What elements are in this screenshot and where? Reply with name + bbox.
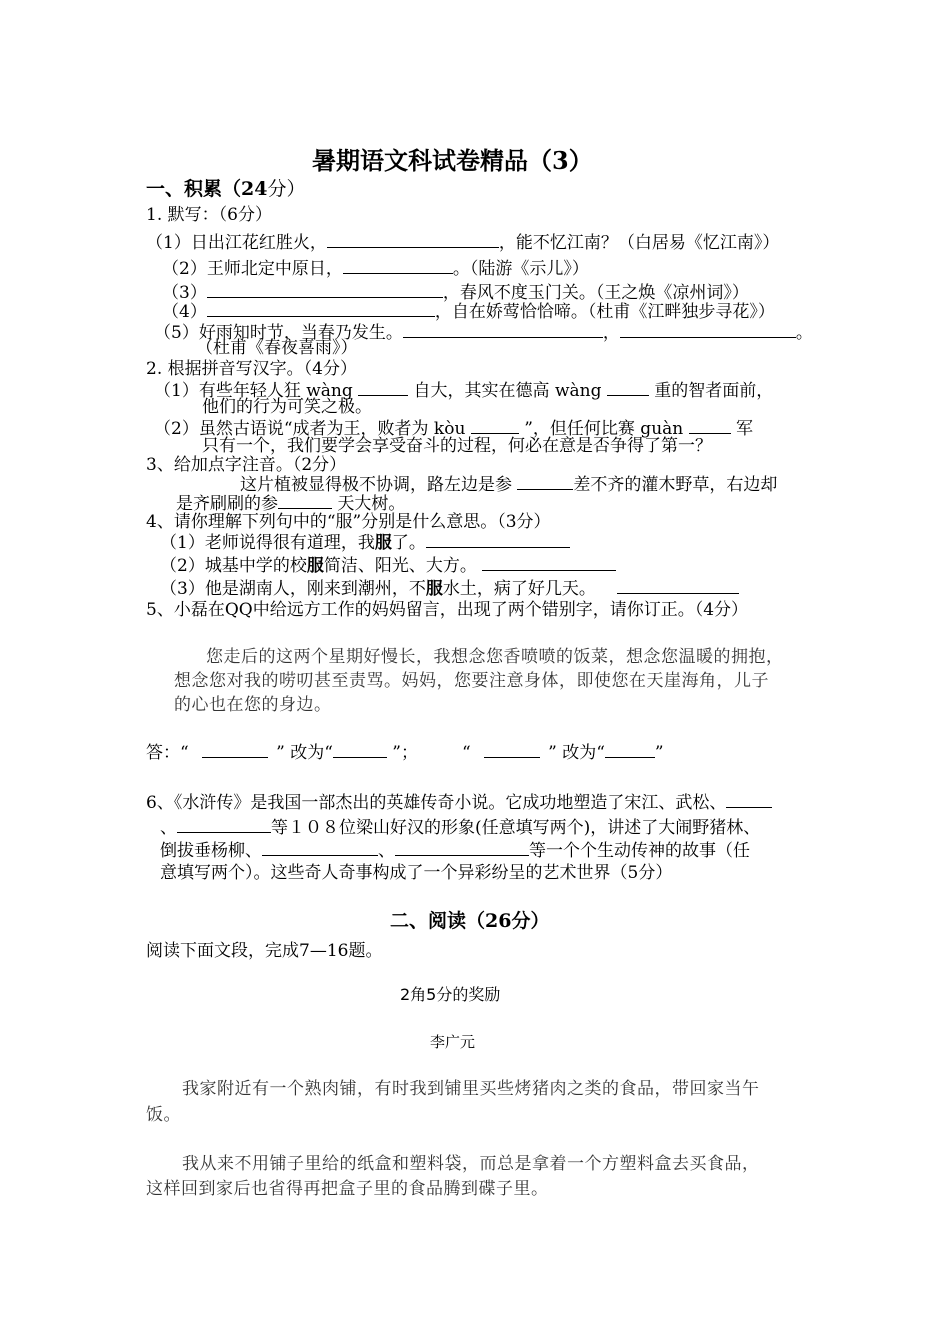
message-text-2: 想念您对我的唠叨甚至责骂。妈妈，您要注意身体，即使您在天崖海角，儿子: [174, 671, 769, 691]
q4-line-2: （2）城基中学的校服简洁、阳光、大方。: [160, 553, 616, 577]
blank[interactable]: [207, 280, 443, 298]
q5-answer-line: 答：“ ” 改为“ ”； “ ” 改为“ ”: [146, 740, 664, 764]
blank[interactable]: [343, 256, 453, 274]
q3-line-1: 这片植被显得极不协调，路左边是参 差不齐的灌木野草，右边却: [240, 472, 777, 496]
blank[interactable]: [333, 740, 387, 758]
q1-line-6: （杜甫《春夜喜雨》）: [196, 338, 358, 358]
q2-line-1: （1）有些年轻人狂 wàng 自大，其实在德高 wàng 重的智者面前，: [154, 378, 773, 402]
answer-line[interactable]: [426, 530, 570, 548]
blank[interactable]: [395, 838, 529, 856]
blank[interactable]: [403, 320, 603, 338]
reading-intro: 阅读下面文段，完成7—16题。: [146, 941, 383, 961]
q4-label: 4、请你理解下列句中的“服”分别是什么意思。（3分）: [146, 512, 551, 532]
blank[interactable]: [607, 378, 649, 396]
blank[interactable]: [327, 230, 499, 248]
q5-label: 5、小磊在QQ中给远方工作的妈妈留言，出现了两个错别字，请你订正。（4分）: [146, 600, 749, 620]
q3-line-2: 是齐刷刷的参 天大树。: [176, 491, 405, 515]
blank[interactable]: [726, 790, 772, 808]
blank[interactable]: [620, 320, 796, 338]
blank[interactable]: [202, 740, 268, 758]
page-title: 暑期语文科试卷精品（3）: [312, 146, 593, 175]
story-paragraph-2-line-1: 我从来不用铺子里给的纸盒和塑料袋，而总是拿着一个方塑料盒去买食品，: [182, 1154, 760, 1174]
q4-line-1: （1）老师说得很有道理，我服了。: [160, 530, 570, 554]
blank[interactable]: [177, 815, 271, 833]
blank[interactable]: [207, 299, 435, 317]
story-paragraph-1-line-1: 我家附近有一个熟肉铺，有时我到铺里买些烤猪肉之类的食品，带回家当午: [182, 1079, 760, 1099]
blank[interactable]: [484, 740, 540, 758]
message-text-1: 您走后的这两个星期好慢长，我想念您香喷喷的饭菜，想念您温暖的拥抱，: [206, 647, 784, 667]
story-author: 李广元: [430, 1033, 476, 1051]
answer-line[interactable]: [617, 576, 739, 594]
story-paragraph-1-line-2: 饭。: [146, 1105, 181, 1125]
q1-line-2: （2）王师北定中原日， 。（陆游《示儿》）: [162, 256, 589, 280]
blank[interactable]: [278, 491, 332, 509]
blank[interactable]: [605, 740, 655, 758]
answer-line[interactable]: [482, 553, 616, 571]
q6-line-2: 、 等１０８位梁山好汉的形象(任意填写两个)，讲述了大闹野猪林、: [160, 815, 760, 839]
q6-line-3: 倒拔垂杨柳、 、 等一个个生动传神的故事（任: [160, 838, 750, 862]
q2-line-2: 他们的行为可笑之极。: [202, 397, 372, 417]
q1-line-4: （4） ，自在娇莺恰恰啼。（杜甫《江畔独步寻花》）: [162, 299, 775, 323]
blank[interactable]: [262, 838, 378, 856]
q1-line-5: （5）好雨知时节，当春乃发生。 ， 。: [154, 320, 813, 344]
blank[interactable]: [689, 416, 731, 434]
q4-line-3: （3）他是湖南人，刚来到潮州，不服水土，病了好几天。: [160, 576, 739, 600]
blank[interactable]: [517, 472, 573, 490]
q1-line-3: （3） ，春风不度玉门关。（王之焕《凉州词》）: [162, 280, 749, 304]
q1-line-1: （1）日出江花红胜火， ，能不忆江南？（白居易《忆江南》）: [146, 230, 779, 254]
q1-label: 1. 默写：（6分）: [146, 205, 272, 225]
blank[interactable]: [471, 416, 519, 434]
q2-line-4: 只有一个，我们要学会享受奋斗的过程，何必在意是否争得了第一？: [202, 436, 712, 456]
q3-label: 3、给加点字注音。（2分）: [146, 455, 347, 475]
q6-line-4: 意填写两个）。这些奇人奇事构成了一个异彩纷呈的艺术世界（5分）: [160, 863, 673, 883]
story-title: 2角5分的奖励: [400, 985, 501, 1004]
section-heading-2: 二、阅读（26分）: [390, 910, 550, 932]
q6-line-1: 6、《水浒传》是我国一部杰出的英雄传奇小说。它成功地塑造了宋江、武松、: [146, 790, 772, 814]
blank[interactable]: [358, 378, 408, 396]
message-text-3: 的心也在您的身边。: [174, 695, 332, 715]
section-heading-1: 一、积累（24分）: [146, 178, 306, 200]
q2-line-3: （2）虽然古语说“成者为王，败者为 kòu ”，但任何比赛 guàn 军: [154, 416, 753, 440]
q2-label: 2. 根据拼音写汉字。（4分）: [146, 359, 357, 379]
story-paragraph-2-line-2: 这样回到家后也省得再把盒子里的食品腾到碟子里。: [146, 1179, 549, 1199]
